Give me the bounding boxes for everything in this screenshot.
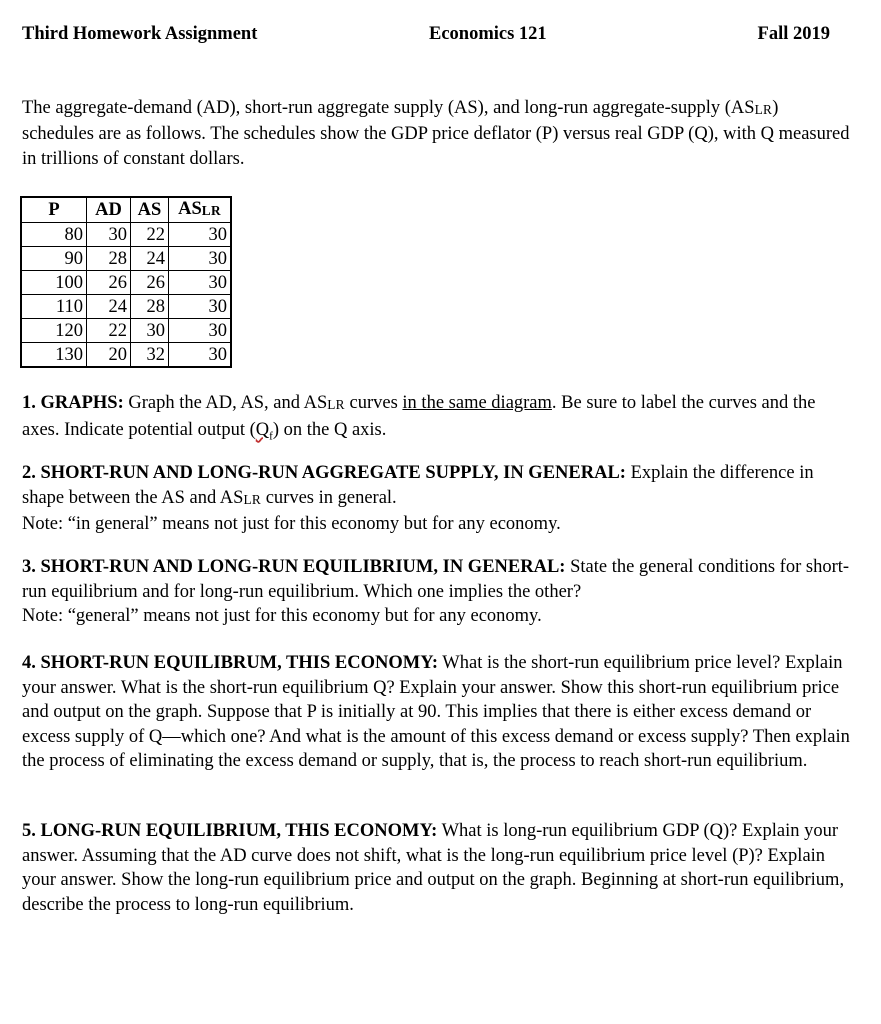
intro-text-2: ) schedules are as follows. The schedules show the GDP price deflator (P) versus real GDP (Q), with Q measured in trillions of constant dollars.: [22, 98, 850, 169]
intro-text-1: The aggregate-demand (AD), short-run aggregate supply (AS), and long-run aggregate-supply (AS: [22, 98, 755, 118]
qf-sub: f: [269, 430, 273, 443]
question-1-text-c: . Be sure to label the curves and the axes. Indicate potential output (: [22, 393, 816, 440]
cell-as: 24: [131, 247, 169, 271]
question-1-title: 1. GRAPHS:: [22, 393, 124, 413]
cell-ad: 24: [87, 295, 131, 319]
cell-as: 30: [131, 319, 169, 343]
cell-p: 130: [21, 343, 87, 368]
intro-paragraph: [22, 96, 852, 172]
table-row: [21, 271, 231, 295]
col-header-aslr: [169, 197, 232, 223]
cell-as: 22: [131, 223, 169, 247]
cell-p: 90: [21, 247, 87, 271]
col-header-ad: AD: [87, 197, 131, 223]
cell-aslr: 30: [169, 247, 232, 271]
cell-ad: 30: [87, 223, 131, 247]
question-1-underlined-phrase: in the same diagram: [402, 393, 552, 413]
cell-ad: 28: [87, 247, 131, 271]
cell-p: 80: [21, 223, 87, 247]
question-4-title: 4. SHORT-RUN EQUILIBRUM, THIS ECONOMY:: [22, 653, 439, 673]
cell-aslr: 30: [169, 319, 232, 343]
table-row: [21, 319, 231, 343]
course-name: Economics 121: [429, 24, 547, 44]
cell-ad: 26: [87, 271, 131, 295]
question-1-text-a: Graph the AD, AS, and AS: [123, 393, 328, 413]
cell-aslr: 30: [169, 271, 232, 295]
aslr-sub: LR: [201, 203, 221, 218]
col-header-p: P: [21, 197, 87, 223]
question-2-title: 2. SHORT-RUN AND LONG-RUN AGGREGATE SUPPLY, IN GENERAL:: [22, 463, 626, 483]
question-5-text: What is long-run equilibrium GDP (Q)? Explain your answer. Assuming that the AD curve does not shift, what is the long-run equilibrium price level (P)? Explain your answer. Show the long-run equilibrium price and output on the graph. Beginning at short-run equilibrium, describe the process to long-run equilibrium.: [22, 821, 845, 915]
table-row: [21, 295, 231, 319]
cell-as: 32: [131, 343, 169, 368]
cell-as: 26: [131, 271, 169, 295]
qf-main: Q: [255, 419, 270, 440]
question-3-note: Note: “general” means not just for this economy but for any economy.: [22, 606, 542, 626]
question-1-lr-subscript: LR: [327, 397, 345, 412]
question-3-title: 3. SHORT-RUN AND LONG-RUN EQUILIBRIUM, IN GENERAL:: [22, 557, 566, 577]
question-3-text: State the general conditions for short-run equilibrium and for long-run equilibrium. Which one implies the other?: [22, 557, 850, 602]
col-header-as: AS: [131, 197, 169, 223]
schedule-table: [20, 196, 232, 368]
question-5: [22, 819, 852, 917]
cell-as: 28: [131, 295, 169, 319]
question-4: [22, 651, 852, 774]
cell-p: 110: [21, 295, 87, 319]
table-row: [21, 223, 231, 247]
intro-lr-subscript: LR: [754, 102, 773, 117]
question-2: [22, 461, 852, 537]
potential-output-symbol: [255, 419, 273, 443]
page-header: [22, 24, 830, 48]
question-2-text-b: curves in general.: [261, 487, 397, 508]
table-row: [21, 247, 231, 271]
question-1-text-d: ) on the Q axis.: [272, 419, 387, 440]
question-2-lr-subscript: LR: [243, 491, 262, 507]
cell-ad: 20: [87, 343, 131, 368]
question-3: [22, 555, 852, 629]
cell-aslr: 30: [169, 295, 232, 319]
question-2-note: Note: “in general” means not just for this economy but for any economy.: [22, 514, 561, 534]
cell-aslr: 30: [169, 343, 232, 368]
term: Fall 2019: [757, 24, 830, 44]
question-1: [22, 391, 852, 449]
cell-p: 120: [21, 319, 87, 343]
question-5-title: 5. LONG-RUN EQUILIBRIUM, THIS ECONOMY:: [22, 821, 438, 841]
table-header-row: [21, 197, 231, 223]
question-2-text-a: Explain the difference in shape between the AS and AS: [22, 463, 814, 508]
question-4-text: What is the short-run equilibrium price level? Explain your answer. What is the short-run equilibrium Q? Explain your answer. Show this short-run equilibrium price and output on the graph. Suppose that P is initially at 90. This implies that there is either excess demand or excess supply of Q—which one? And what is the amount of this excess demand or excess supply? Then explain the process of eliminating the excess demand or supply, that is, the process to reach short-run equilibrium.: [22, 653, 850, 771]
question-1-text-b: curves: [344, 393, 403, 413]
table-row: [21, 343, 231, 368]
cell-aslr: 30: [169, 223, 232, 247]
cell-ad: 22: [87, 319, 131, 343]
assignment-title: Third Homework Assignment: [22, 24, 258, 44]
cell-p: 100: [21, 271, 87, 295]
aslr-main: AS: [178, 199, 202, 219]
